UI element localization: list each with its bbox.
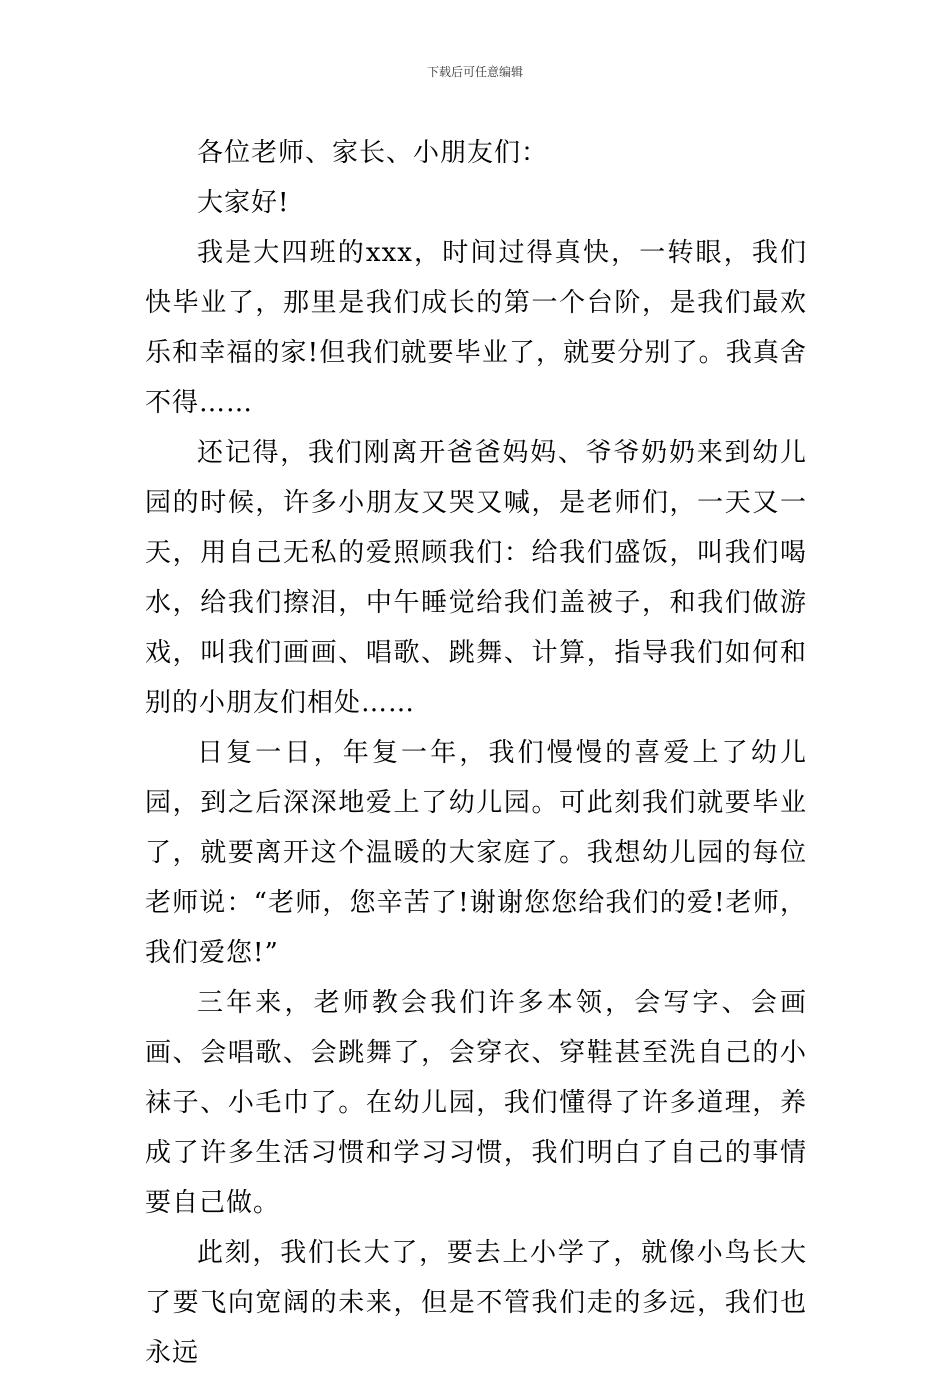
salutation-paragraph: 各位老师、家长、小朋友们： xyxy=(197,138,549,168)
body-paragraph: 还记得，我们刚离开爸爸妈妈、爷爷奶奶来到幼儿园的时候，许多小朋友又哭又喊，是老师们，一天又一天，用自己无私的爱照顾我们：给我们盛饭，叫我们喝水，给我们擦泪，中午睡觉给我们盖被子，和我们做游戏，叫我们画画、唱歌、跳舞、计算，指导我们如何和别的小朋友们相处…… xyxy=(145,438,807,718)
body-paragraph: 此刻，我们长大了，要去上小学了，就像小鸟长大了要飞向宽阔的未来，但是不管我们走的多远，我们也永远 xyxy=(145,1238,807,1368)
body-paragraph: 三年来，老师教会我们许多本领，会写字、会画画、会唱歌、会跳舞了，会穿衣、穿鞋甚至洗自己的小袜子、小毛巾了。在幼儿园，我们懂得了许多道理，养成了许多生活习惯和学习习惯，我们明白了自己的事情要自己做。 xyxy=(145,988,807,1218)
greeting-paragraph: 大家好! xyxy=(197,188,290,218)
document-body xyxy=(145,128,807,1378)
body-paragraph: 日复一日，年复一年，我们慢慢的喜爱上了幼儿园，到之后深深地爱上了幼儿园。可此刻我们就要毕业了，就要离开这个温暖的大家庭了。我想幼儿园的每位老师说：“老师，您辛苦了!谢谢您您给我们的爱!老师，我们爱您!” xyxy=(145,738,807,968)
page-header-note: 下载后可任意编辑 xyxy=(426,65,523,79)
body-paragraph: 我是大四班的xxx，时间过得真快，一转眼，我们快毕业了，那里是我们成长的第一个台阶，是我们最欢乐和幸福的家!但我们就要毕业了，就要分别了。我真舍不得…… xyxy=(145,238,807,418)
